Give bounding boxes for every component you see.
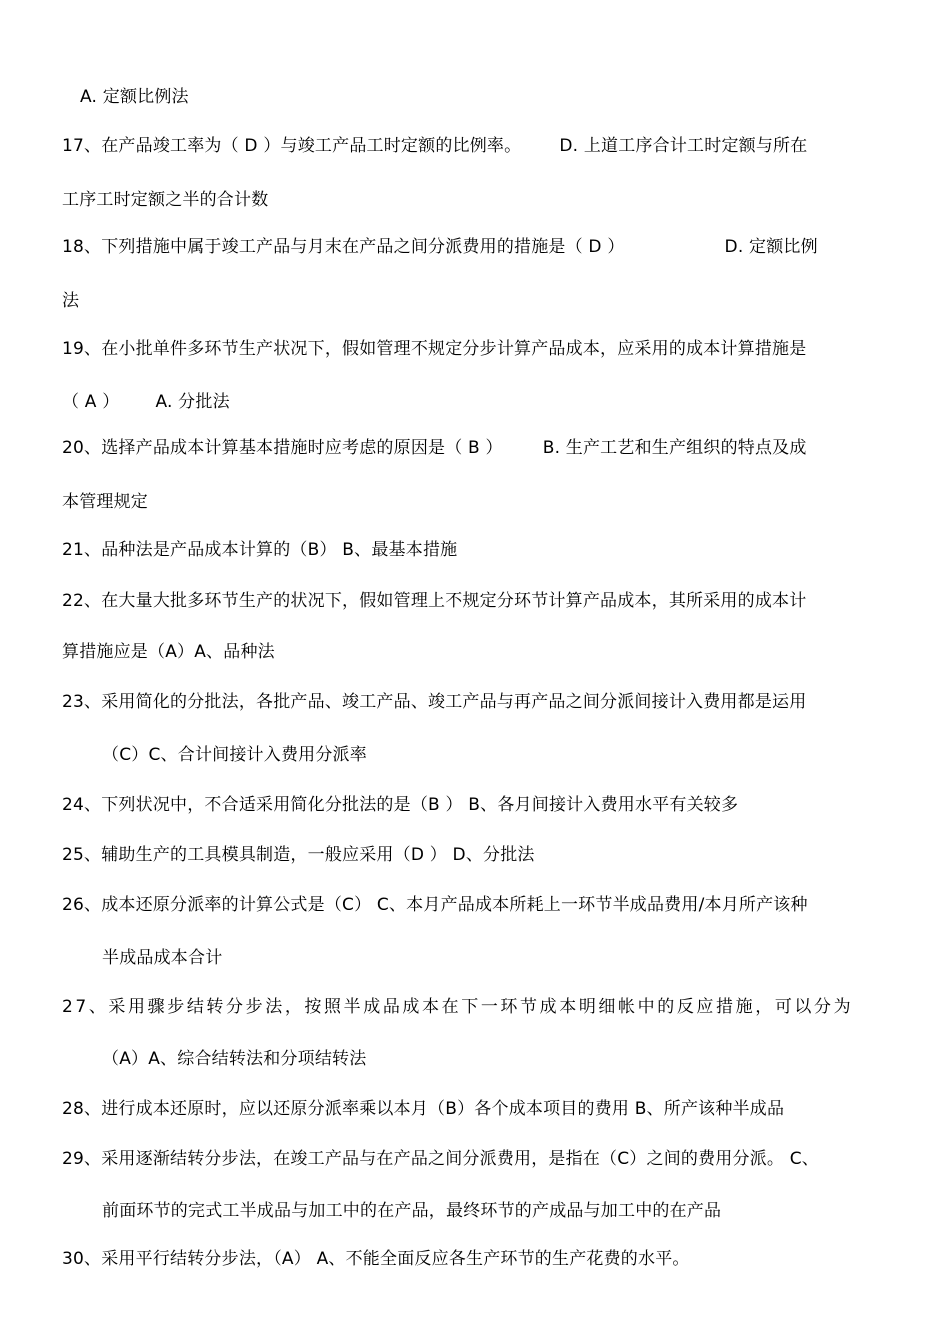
line-text: （A）A、综合结转法和分项结转法 [102, 1049, 367, 1069]
line-text: A. 定额比例法 [80, 87, 189, 107]
question-23 [62, 691, 902, 713]
question-text: 19、在小批单件多环节生产状况下，假如管理不规定分步计算产品成本，应采用的成本计算措施是 [62, 339, 807, 359]
question-23-continuation [102, 744, 942, 766]
question-25 [62, 844, 902, 866]
line-text: 法 [62, 291, 80, 311]
question-22-continuation [62, 641, 902, 663]
question-27-continuation [102, 1048, 942, 1070]
question-text: （ A ） [62, 392, 120, 412]
question-20-continuation [62, 491, 902, 513]
line-text: 本管理规定 [62, 492, 148, 512]
answer-text: A. 分批法 [155, 392, 230, 412]
question-30 [62, 1248, 902, 1270]
line-text: 22、在大量大批多环节生产的状况下，假如管理上不规定分环节计算产品成本，其所采用的成本计 [62, 591, 807, 611]
line-text: 24、下列状况中，不合适采用简化分批法的是（B ） B、各月间接计入费用水平有关较多 [62, 795, 739, 815]
question-22 [62, 590, 902, 612]
question-26-continuation [102, 947, 942, 969]
question-17 [62, 135, 902, 157]
answer-text: D. 定额比例 [724, 237, 818, 257]
line-text: 工序工时定额之半的合计数 [62, 190, 269, 210]
question-29 [62, 1148, 902, 1170]
line-text: 前面环节的完式工半成品与加工中的在产品，最终环节的产成品与加工中的在产品 [102, 1201, 722, 1221]
question-19 [62, 338, 902, 360]
line-text: 28、进行成本还原时，应以还原分派率乘以本月（B）各个成本项目的费用 B、所产该种半成品 [62, 1099, 785, 1119]
question-text: 18、下列措施中属于竣工产品与月末在产品之间分派费用的措施是（ D ） [62, 237, 625, 257]
question-20 [62, 437, 902, 459]
question-28 [62, 1098, 902, 1120]
line-option-a-quota-ratio [80, 86, 920, 108]
line-text: 30、采用平行结转分步法，（A） A、不能全面反应各生产环节的生产花费的水平。 [62, 1249, 690, 1269]
line-text: 26、成本还原分派率的计算公式是（C） C、本月产品成本所耗上一环节半成品费用/本月所产该种 [62, 895, 808, 915]
line-text: 23、采用简化的分批法，各批产品、竣工产品、竣工产品与再产品之间分派间接计入费用都是运用 [62, 692, 807, 712]
question-24 [62, 794, 902, 816]
line-text: 21、品种法是产品成本计算的（B） B、最基本措施 [62, 540, 458, 560]
question-26 [62, 894, 902, 916]
answer-text: D. 上道工序合计工时定额与所在 [559, 136, 808, 156]
line-text: 算措施应是（A）A、品种法 [62, 642, 275, 662]
question-text: 17、在产品竣工率为（ D ）与竣工产品工时定额的比例率。 [62, 136, 522, 156]
question-18 [62, 236, 902, 258]
line-text: 29、采用逐渐结转分步法，在竣工产品与在产品之间分派费用，是指在（C）之间的费用分派。 C、 [62, 1149, 819, 1169]
question-text: 20、选择产品成本计算基本措施时应考虑的原因是（ B ） [62, 438, 503, 458]
line-text: 半成品成本合计 [102, 948, 223, 968]
question-17-continuation [62, 189, 902, 211]
answer-text: B. 生产工艺和生产组织的特点及成 [542, 438, 807, 458]
question-27 [62, 996, 902, 1018]
line-text: （C）C、合计间接计入费用分派率 [102, 745, 367, 765]
question-21 [62, 539, 902, 561]
question-19-continuation [62, 391, 902, 413]
question-18-continuation [62, 290, 902, 312]
line-text: 25、辅助生产的工具模具制造，一般应采用（D ） D、分批法 [62, 845, 535, 865]
line-text: 27、采用骤步结转分步法，按照半成品成本在下一环节成本明细帐中的反应措施，可以分为 [62, 997, 854, 1017]
question-29-continuation [102, 1200, 942, 1222]
